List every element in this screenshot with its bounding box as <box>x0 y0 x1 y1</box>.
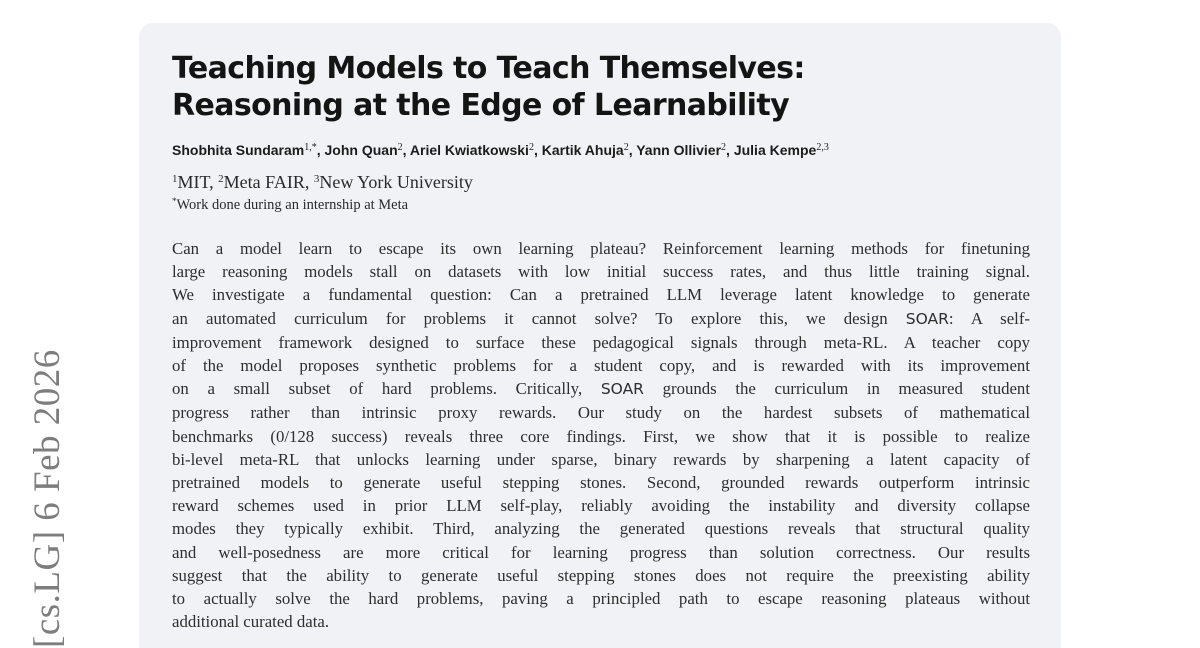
abstract-line: progress rather than intrinsic proxy rewards. Our study on the hardest subsets of mathematical <box>172 403 1030 423</box>
author <box>325 142 403 158</box>
abstract-line: bi-level meta-RL that unlocks learning under sparse, binary rewards by sharpening a latent capacity of <box>172 449 1030 469</box>
footnote-mark: * <box>172 196 177 206</box>
paper-title-line: Teaching Models to Teach Themselves: <box>172 51 805 86</box>
affiliation-mark: 1 <box>172 173 178 185</box>
affiliation-mark: 2 <box>218 173 224 185</box>
method-name: SOAR <box>600 380 644 399</box>
affiliation-name: New York University <box>319 172 473 192</box>
abstract-line: improvement framework designed to surface these pedagogical signals through meta-RL. A teacher copy <box>172 332 1030 352</box>
abstract-line: of the model proposes synthetic problems for a student copy, and is rewarded with its improvement <box>172 356 1030 376</box>
affiliation-list: $^1$MIT, $^2$Meta FAIR, $^3$New York University <box>172 172 473 192</box>
method-name: SOAR <box>905 309 949 328</box>
author-name: Ariel Kwiatkowski <box>409 142 529 158</box>
paper-title <box>172 50 1030 124</box>
author <box>542 142 629 158</box>
author-affiliation-mark: 2 <box>528 142 534 153</box>
affiliation-name: Meta FAIR <box>223 172 305 192</box>
author-list: Shobhita Sundaram$^{1,*}$, John Quan$^2$, Ariel Kwiatkowski$^2$, Kartik Ahuja$^2$, Yann Ollivier$^2$, Julia Kempe$^{2,3}$ <box>172 142 829 158</box>
author-name: John Quan <box>324 142 398 158</box>
abstract-line: additional curated data. <box>172 612 330 632</box>
footnote <box>172 196 1030 214</box>
author-affiliation-mark: 2,3 <box>816 142 829 153</box>
affiliation-name: MIT <box>177 172 210 192</box>
arxiv-sidebar-stamp: [cs.LG] 6 Feb 2026 <box>27 349 68 648</box>
abstract-line: to actually solve the hard problems, paving a principled path to escape reasoning plateaus without <box>172 589 1030 609</box>
author <box>410 142 534 158</box>
abstract-line: We investigate a fundamental question: Can a pretrained LLM leverage latent knowledge to generate <box>172 285 1030 305</box>
author <box>734 142 829 158</box>
author-affiliation-mark: 2 <box>623 142 629 153</box>
abstract-line: and well-posedness are more critical for learning progress than solution correctness. Our results <box>172 542 1030 562</box>
footnote-text: Work done during an internship at Meta <box>176 197 409 213</box>
author-name: Yann Ollivier <box>636 142 722 158</box>
abstract-line: on a small subset of hard problems. Critically, SOAR grounds the curriculum in measured student <box>172 379 1030 399</box>
author-name: Shobhita Sundaram <box>172 142 305 158</box>
author-affiliation-mark: 2 <box>721 142 727 153</box>
abstract-line: benchmarks (0/128 success) reveals three core findings. First, we show that it is possible to realize <box>172 426 1030 446</box>
affiliation <box>172 172 209 192</box>
author-name: Kartik Ahuja <box>541 142 624 158</box>
author-affiliation-mark: 1,* <box>304 142 317 153</box>
abstract-line: pretrained models to generate useful stepping stones. Second, grounded rewards outperform intrinsic <box>172 473 1030 493</box>
affiliation <box>218 172 305 192</box>
author <box>172 142 317 158</box>
author <box>636 142 726 158</box>
abstract-line: reward schemes used in prior LLM self-play, reliably avoiding the instability and diversity collapse <box>172 496 1030 516</box>
abstract-line: large reasoning models stall on datasets with low initial success rates, and thus little training signal. <box>172 262 1030 282</box>
paper-front-matter <box>172 50 1030 633</box>
abstract-line: suggest that the ability to generate useful stepping stones does not require the preexisting ability <box>172 565 1030 585</box>
abstract <box>172 237 1030 633</box>
abstract-line: modes they typically exhibit. Third, analyzing the generated questions reveals that structural quality <box>172 519 1030 539</box>
affiliation-mark: 3 <box>313 173 320 185</box>
paper-title-line: Reasoning at the Edge of Learnability <box>172 88 790 123</box>
affiliation <box>314 172 473 192</box>
abstract-line: an automated curriculum for problems it cannot solve? To explore this, we design SOAR: A self- <box>172 308 1031 328</box>
author-name: Julia Kempe <box>733 142 817 158</box>
abstract-line: Can a model learn to escape its own learning plateau? Reinforcement learning methods for finetuning <box>172 239 1030 258</box>
author-affiliation-mark: 2 <box>397 142 403 153</box>
